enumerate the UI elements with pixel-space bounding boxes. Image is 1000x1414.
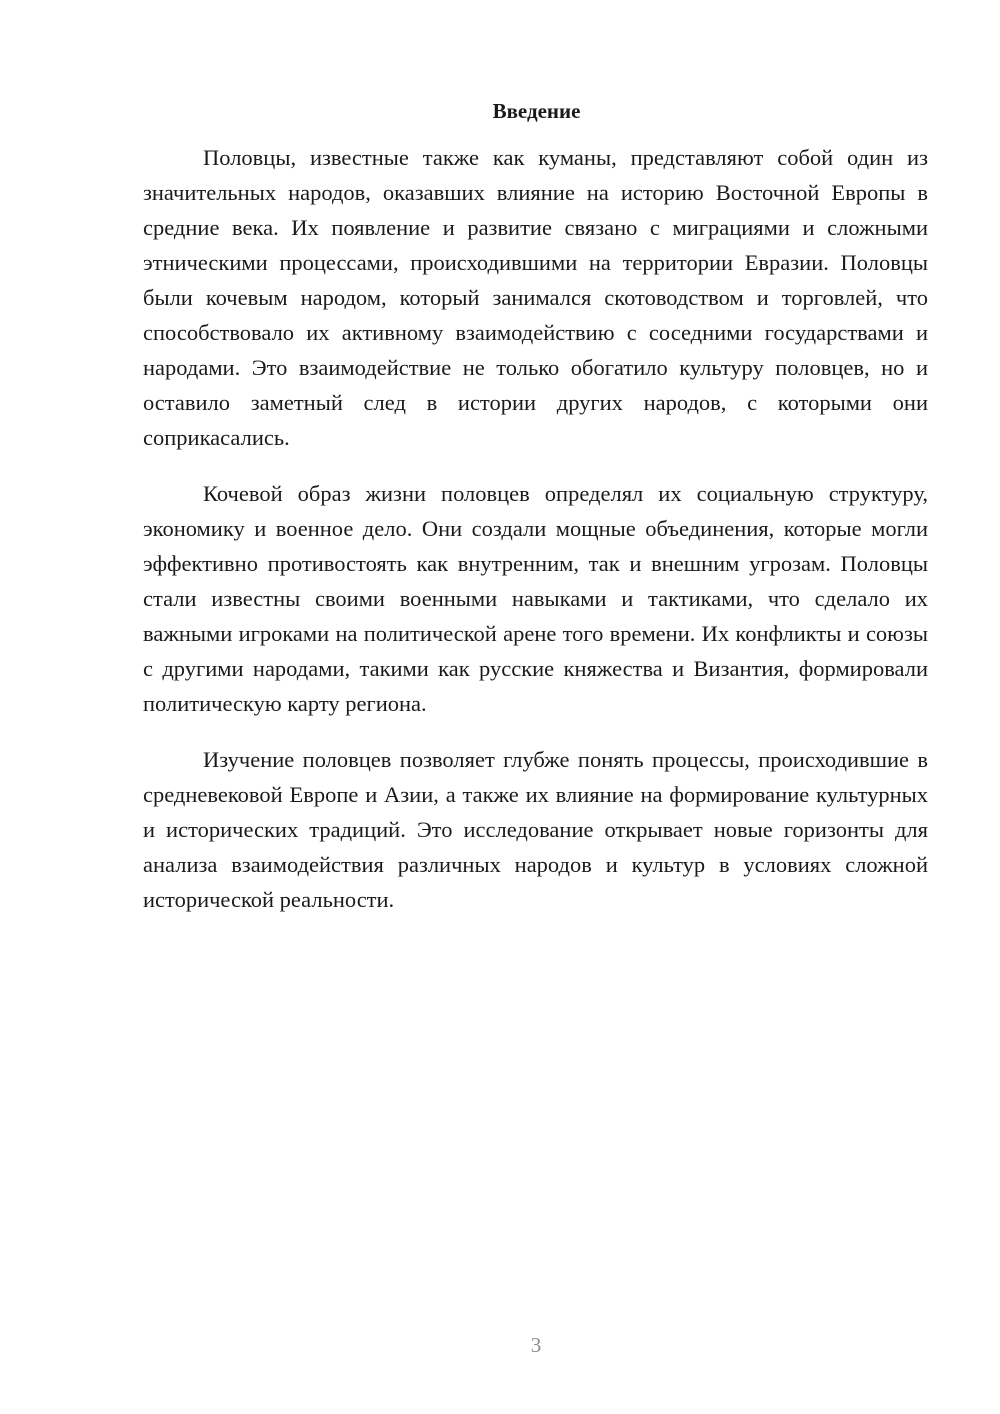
page-number: 3 (530, 1333, 542, 1357)
section-heading: Введение (492, 99, 581, 123)
paragraph-1: Половцы, известные также как куманы, представляют собой один из значительных народов, оказавших влияние на историю Восточной Европы в средние века. Их появление и развитие связано с миграциями и сложными этническими процессами, происходившими на территории Евразии. Половцы были кочевым народом, который занимался скотоводством и торговлей, что способствовало их активному взаимодействию с соседними государствами и народами. Это взаимодействие не только обогатило культуру половцев, но и оставило заметный след в истории других народов, с которыми они соприкасались. (143, 145, 928, 450)
page-content (143, 96, 928, 938)
paragraph-3: Изучение половцев позволяет глубже понять процессы, происходившие в средневековой Европе и Азии, а также их влияние на формирование культурных и исторических традиций. Это исследование открывает новые горизонты для анализа взаимодействия различных народов и культур в условиях сложной исторической реальности. (143, 747, 928, 912)
paragraph-2: Кочевой образ жизни половцев определял их социальную структуру, экономику и военное дело. Они создали мощные объединения, которые могли эффективно противостоять как внутренним, так и внешним угрозам. Половцы стали известны своими военными навыками и тактиками, что сделало их важными игроками на политической арене того времени. Их конфликты и союзы с другими народами, такими как русские княжества и Византия, формировали политическую карту региона. (143, 481, 928, 716)
